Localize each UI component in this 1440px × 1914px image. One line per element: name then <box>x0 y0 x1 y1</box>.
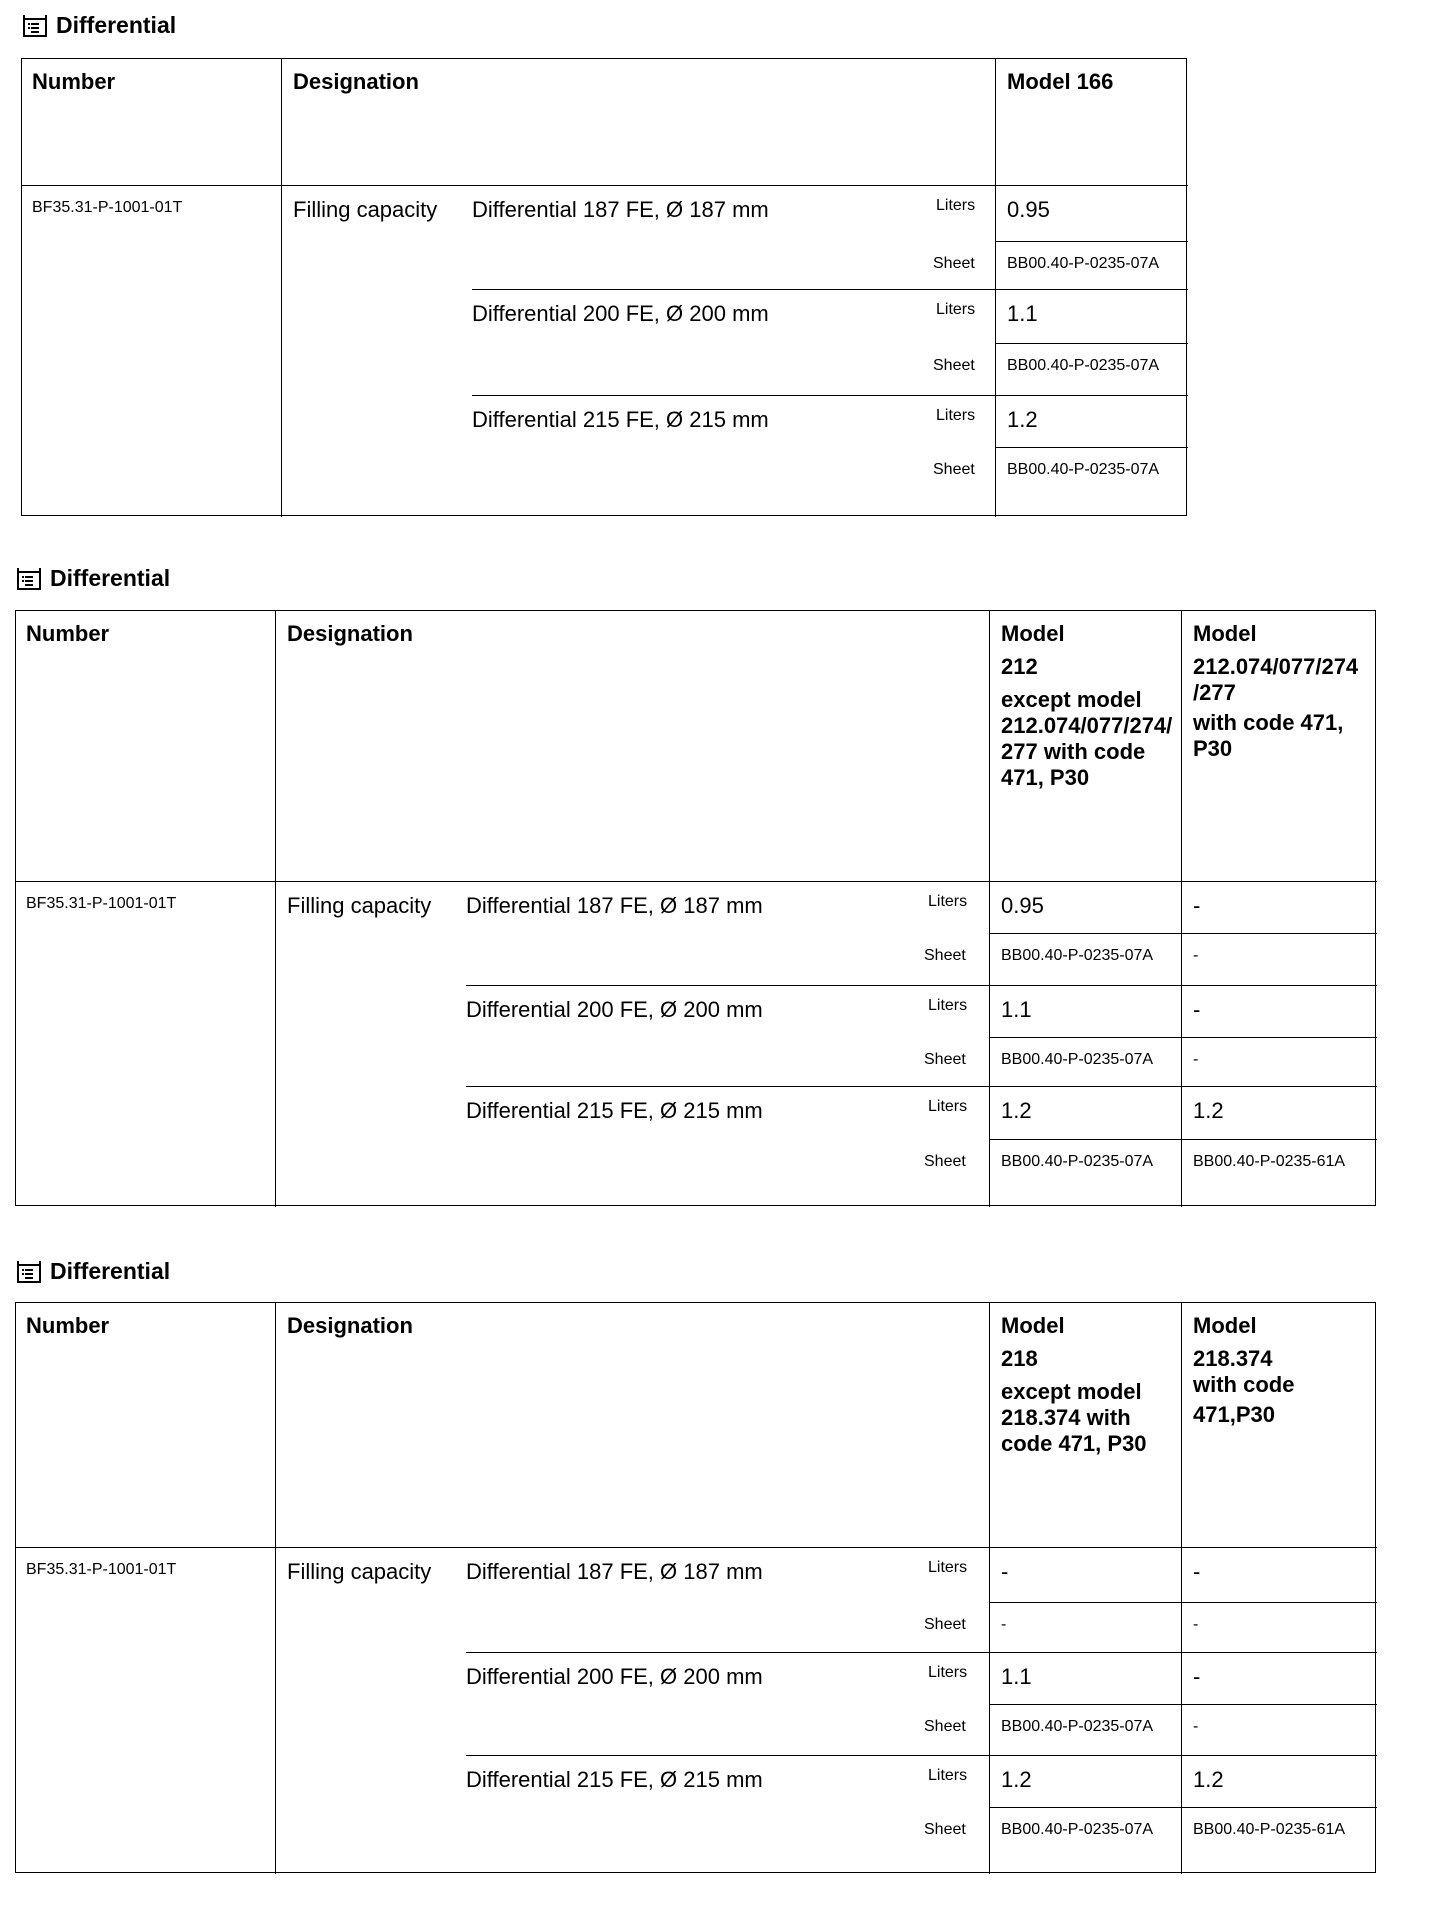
liters-sheet-divider <box>989 1704 1377 1705</box>
unit-liters: Liters <box>928 1664 968 1681</box>
header-model-a: Model 166 <box>1007 69 1114 94</box>
unit-liters: Liters <box>928 1767 968 1784</box>
unit-sheet: Sheet <box>933 357 975 374</box>
section-title <box>16 565 170 592</box>
manual-book-icon <box>16 1260 42 1284</box>
liters-sheet-divider <box>989 1807 1377 1808</box>
header-model-a <box>1001 621 1177 791</box>
model-b-sheet-value: - <box>1193 1718 1199 1735</box>
unit-sheet: Sheet <box>924 1718 966 1735</box>
model-a-liters-value: - <box>1001 1559 1009 1584</box>
section-title <box>16 1258 170 1285</box>
liters-sheet-divider <box>989 933 1377 934</box>
header-designation: Designation <box>287 621 413 646</box>
header-model-b-line: with code <box>1193 1372 1295 1397</box>
designation-filling-capacity: Filling capacity <box>287 1559 432 1584</box>
variant-divider <box>472 395 1188 396</box>
unit-liters: Liters <box>928 893 968 910</box>
header-model-b <box>1193 1313 1373 1428</box>
manual-book-icon <box>16 567 42 591</box>
unit-sheet: Sheet <box>933 461 975 478</box>
section-title-text: Differential <box>50 565 171 591</box>
header-model-b-line: Model <box>1193 1313 1257 1338</box>
variant-divider <box>466 1086 1377 1087</box>
model-a-sheet-value: - <box>1001 1616 1007 1633</box>
variant-divider <box>466 1755 1377 1756</box>
header-number: Number <box>26 1313 110 1338</box>
unit-liters: Liters <box>928 997 968 1014</box>
column-divider <box>1181 611 1182 1207</box>
unit-liters: Liters <box>928 1098 968 1115</box>
header-model-a-line: 277 with code <box>1001 739 1146 764</box>
header-model-a-line: 212.074/077/274/ <box>1001 713 1173 738</box>
part-number: BF35.31-P-1001-01T <box>32 199 183 216</box>
model-b-liters-value: - <box>1193 997 1201 1022</box>
header-model-a <box>1001 1313 1177 1457</box>
capacity-table <box>21 58 1187 516</box>
model-a-sheet-value: BB00.40-P-0235-07A <box>1001 1718 1154 1735</box>
liters-sheet-divider <box>995 447 1188 448</box>
column-divider <box>275 611 276 1207</box>
model-b-sheet-value: - <box>1193 947 1199 964</box>
unit-sheet: Sheet <box>924 1616 966 1633</box>
column-divider <box>989 1303 990 1874</box>
header-model-b-line: /277 <box>1193 680 1236 705</box>
header-model-a-line: 218.374 with <box>1001 1405 1131 1430</box>
header-model-b <box>1193 621 1373 762</box>
capacity-table <box>15 1302 1376 1873</box>
section-title-text: Differential <box>56 12 177 38</box>
model-b-sheet-value: - <box>1193 1051 1199 1068</box>
model-b-liters-value: - <box>1193 1664 1201 1689</box>
header-model-a-line: Model <box>1001 621 1065 646</box>
header-model-b-line: P30 <box>1193 736 1233 761</box>
designation-filling-capacity: Filling capacity <box>287 893 432 918</box>
unit-liters: Liters <box>936 197 976 214</box>
model-b-sheet-value: BB00.40-P-0235-61A <box>1193 1821 1346 1838</box>
differential-variant-label: Differential 200 FE, Ø 200 mm <box>466 1664 763 1689</box>
model-a-sheet-value: BB00.40-P-0235-07A <box>1007 461 1160 478</box>
header-model-a-line: 471, P30 <box>1001 765 1090 790</box>
manual-book-icon <box>22 14 48 38</box>
unit-liters: Liters <box>928 1559 968 1576</box>
model-b-sheet-value: BB00.40-P-0235-61A <box>1193 1153 1346 1170</box>
model-a-liters-value: 0.95 <box>1007 197 1050 222</box>
model-a-liters-value: 1.2 <box>1007 407 1038 432</box>
part-number: BF35.31-P-1001-01T <box>26 1561 177 1578</box>
liters-sheet-divider <box>989 1602 1377 1603</box>
variant-divider <box>466 1652 1377 1653</box>
unit-sheet: Sheet <box>933 255 975 272</box>
designation-filling-capacity: Filling capacity <box>293 197 438 222</box>
liters-sheet-divider <box>995 241 1188 242</box>
unit-liters: Liters <box>936 301 976 318</box>
column-divider <box>281 59 282 517</box>
liters-sheet-divider <box>995 343 1188 344</box>
part-number: BF35.31-P-1001-01T <box>26 895 177 912</box>
model-b-liters-value: 1.2 <box>1193 1767 1224 1792</box>
header-model-a-line: Model <box>1001 1313 1065 1338</box>
header-divider <box>22 185 1188 186</box>
header-designation: Designation <box>287 1313 413 1338</box>
differential-variant-label: Differential 215 FE, Ø 215 mm <box>466 1767 763 1792</box>
header-model-a-line: code 471, P30 <box>1001 1431 1147 1456</box>
model-a-sheet-value: BB00.40-P-0235-07A <box>1001 1051 1154 1068</box>
differential-variant-label: Differential 215 FE, Ø 215 mm <box>472 407 769 432</box>
column-divider <box>995 59 996 517</box>
header-divider <box>16 881 1377 882</box>
header-model-a-line: 212 <box>1001 654 1038 679</box>
differential-variant-label: Differential 200 FE, Ø 200 mm <box>466 997 763 1022</box>
unit-sheet: Sheet <box>924 1153 966 1170</box>
model-a-liters-value: 1.2 <box>1001 1098 1032 1123</box>
differential-variant-label: Differential 187 FE, Ø 187 mm <box>466 1559 763 1584</box>
header-designation: Designation <box>293 69 419 94</box>
header-model-b-line: 471,P30 <box>1193 1402 1275 1427</box>
header-model-a-line: except model <box>1001 687 1142 712</box>
header-number: Number <box>32 69 116 94</box>
column-divider <box>1181 1303 1182 1874</box>
column-divider <box>989 611 990 1207</box>
model-a-liters-value: 1.1 <box>1007 301 1038 326</box>
header-model-a-line: 218 <box>1001 1346 1038 1371</box>
unit-liters: Liters <box>936 407 976 424</box>
section-title <box>22 12 176 39</box>
variant-divider <box>472 289 1188 290</box>
header-model-b-line: with code 471, <box>1193 710 1344 735</box>
model-a-sheet-value: BB00.40-P-0235-07A <box>1001 947 1154 964</box>
differential-variant-label: Differential 187 FE, Ø 187 mm <box>466 893 763 918</box>
header-model-b-line: 218.374 <box>1193 1346 1273 1371</box>
differential-variant-label: Differential 200 FE, Ø 200 mm <box>472 301 769 326</box>
model-a-sheet-value: BB00.40-P-0235-07A <box>1007 357 1160 374</box>
model-a-liters-value: 1.1 <box>1001 1664 1032 1689</box>
unit-sheet: Sheet <box>924 1821 966 1838</box>
differential-variant-label: Differential 187 FE, Ø 187 mm <box>472 197 769 222</box>
header-number: Number <box>26 621 110 646</box>
header-model-b-line: 212.074/077/274 <box>1193 654 1359 679</box>
header-divider <box>16 1547 1377 1548</box>
column-divider <box>275 1303 276 1874</box>
differential-variant-label: Differential 215 FE, Ø 215 mm <box>466 1098 763 1123</box>
header-model-a-line: except model <box>1001 1379 1142 1404</box>
unit-sheet: Sheet <box>924 947 966 964</box>
model-a-liters-value: 1.1 <box>1001 997 1032 1022</box>
model-b-liters-value: 1.2 <box>1193 1098 1224 1123</box>
model-a-sheet-value: BB00.40-P-0235-07A <box>1007 255 1160 272</box>
variant-divider <box>466 985 1377 986</box>
unit-sheet: Sheet <box>924 1051 966 1068</box>
model-b-liters-value: - <box>1193 1559 1201 1584</box>
capacity-table <box>15 610 1376 1206</box>
model-b-sheet-value: - <box>1193 1616 1199 1633</box>
model-a-sheet-value: BB00.40-P-0235-07A <box>1001 1153 1154 1170</box>
model-a-liters-value: 0.95 <box>1001 893 1044 918</box>
model-a-sheet-value: BB00.40-P-0235-07A <box>1001 1821 1154 1838</box>
liters-sheet-divider <box>989 1139 1377 1140</box>
section-title-text: Differential <box>50 1258 171 1284</box>
model-a-liters-value: 1.2 <box>1001 1767 1032 1792</box>
header-model-b-line: Model <box>1193 621 1257 646</box>
liters-sheet-divider <box>989 1037 1377 1038</box>
model-b-liters-value: - <box>1193 893 1201 918</box>
